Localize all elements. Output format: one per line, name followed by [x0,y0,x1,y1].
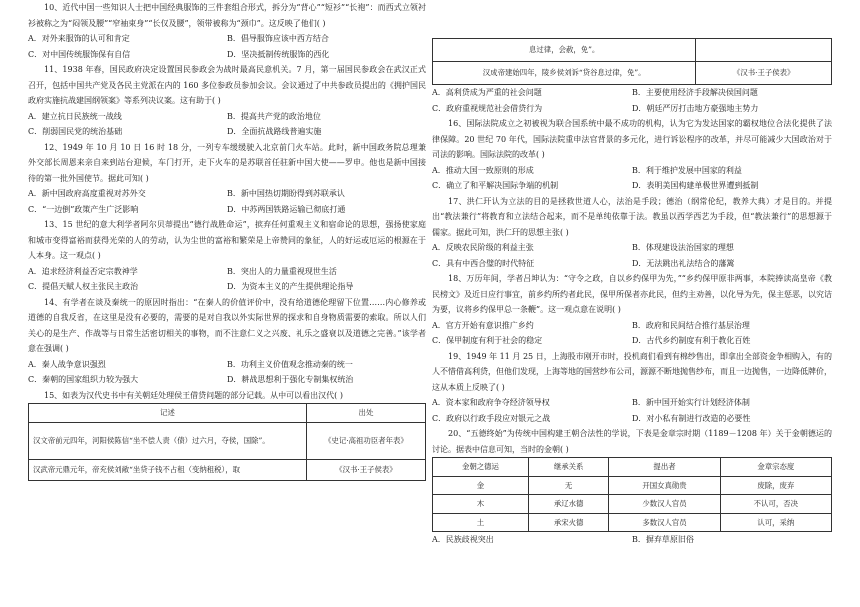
table-header-cell: 金章宗态度 [720,458,831,477]
table-cell: 承辽水德 [528,495,608,514]
question-15-continued [432,38,832,116]
option-a: A．对外来服饰的认可和肯定 [28,34,130,43]
option-d: D．古代乡约制度有利于教化百姓 [632,336,751,345]
options-row [432,395,832,411]
question-12 [28,140,426,218]
option-a: A．追求经济利益否定宗教神学 [28,266,138,276]
option-b: B．利于维护发展中国家的利益 [632,165,742,175]
options-row [432,85,832,101]
table-cell: 不认可，否决 [720,495,831,514]
options-row [432,411,832,427]
table-header-row [29,404,426,423]
table-cell: 木 [433,495,529,514]
option-a: A．新中国政府高度重视对苏外交 [28,189,146,198]
option-d: D．无法跳出礼法结合的藩篱 [632,258,735,268]
loan-records-table-continued [432,38,832,85]
table-cell: 《史记·高祖功臣者年表》 [306,422,425,459]
options-row [28,186,426,202]
options-row [28,279,426,295]
option-b: B．政府和民间结合推行基层治理 [632,320,750,330]
question-stem: 16、国际法院成立之初被视为联合国系统中最不成功的机构，认为它为发达国家的霸权地位合法化提供了法律保障。20 世纪 70 年代，国际法院重申法官背景的多元化，进行诉讼程序的改革，并尽可能减少大国政治对于司法的影响。国际法院的改革( ) [432,119,832,159]
table-row [29,459,426,480]
table-row [433,476,832,495]
options-row [432,101,832,117]
option-b: B．摒弃草原旧俗 [632,535,694,544]
table-row [433,513,832,532]
table-cell: 汉文帝前元四年，河阳侯陈信“坐不偿人责（债）过六月，夺侯，国除”。 [29,422,307,459]
option-d: D．坚决抵制传统服饰的西化 [227,49,330,59]
table-cell: 汉武帝元鼎元年，帝充侯刘敞“坐贷子钱不占租（变纳租税），取 [29,459,307,480]
table-cell: 金 [433,476,529,495]
table-cell: 开国女真勋贵 [609,476,720,495]
option-a: A．官方开始有意识推广乡约 [432,320,534,330]
options-row [28,31,426,47]
table-cell: 多数汉人官员 [609,513,720,532]
left-column [28,0,426,481]
table-cell: 认可，采纳 [720,513,831,532]
question-13 [28,217,426,295]
options-row [432,256,832,272]
question-20 [432,426,832,548]
option-b: B．新中国开始实行计划经济体制 [632,398,750,407]
option-d: D．朝廷严厉打击地方豪强地主势力 [632,103,759,113]
question-stem: 14、有学者在谈及秦统一的原因时指出：“在秦人的价值评价中，没有给道德伦理留下位置……内心修养或道德的自我反省，在这里是没有必要的，需要的是对自我以外实际世界的探求和自身物质需要的索取。所以人们关心的是生产、作战等与日常生活密切相关的事物，而不注意仁义之兴废、礼乐之盛衰以及道德之完善。”该学者意在强调( ) [28,297,426,353]
table-header-cell: 记述 [29,404,307,423]
question-stem: 11、1938 年春，国民政府决定设置国民参政会为战时最高民意机关。7 月，第一届国民参政会在武汉正式召开，包括中国共产党及各民主党派在内的 160 多位参政员参加会议。会议通过了中共参政员提出的《拥护国民政府实施抗战建国纲领案》等系列决议案。这有助于( ) [28,65,426,105]
option-a: A．高利贷成为严重的社会问题 [432,88,542,97]
table-row [433,495,832,514]
option-d: D．中苏两国铁路运输已彻底打通 [227,204,346,214]
loan-records-table [28,403,426,481]
options-row [28,357,426,373]
virtue-cycle-table [432,457,832,532]
table-header-cell: 继承关系 [528,458,608,477]
option-a: A．建立抗日民族统一战线 [28,111,122,121]
options-row [28,202,426,218]
option-a: A．民族歧视突出 [432,535,494,544]
option-d: D．对小私有制进行改造的必要性 [632,413,751,423]
table-cell: 无 [528,476,608,495]
question-18 [432,271,832,349]
options-row [28,264,426,280]
options-row [432,163,832,179]
question-stem: 18、万历年间，学者吕坤认为：“守令之政，自以乡约保甲为先，”“乡约保甲原非两事，本院捧读高皇帝《教民榜文》及近日应行事宜，前乡约所约者此民，保甲所保者亦此民，但约主劝善，以化导为先，保主惩恶，以究诘为要，议将乡约保甲总一条鞭”。这一观点意在说明( ) [432,274,832,314]
options-row [28,47,426,63]
question-stem: 12、1949 年 10 月 10 日 16 时 18 分，一列专车缓缓驶入北京前门火车站。此时，新中国政务院总理兼外交部长周恩来亲自来到站台迎候，车门打开，走下火车的是苏联首任驻新中国大使——罗申。他也是新中国接待的第一批外国使节。据此可知( ) [28,142,426,183]
option-a: A．资本家和政府争夺经济领导权 [432,398,550,407]
question-11 [28,62,426,140]
option-c: C．秦朝的国家组织力较为强大 [28,375,139,384]
options-row [28,372,426,388]
table-cell: 汉成帝建始四年，陵乡侯刘诉“贷谷息过律，免”。 [433,62,696,85]
option-c: C．具有中西合璧的时代特征 [432,258,535,268]
option-c: C．削弱国民党的统治基础 [28,127,123,136]
option-d: D．表明美国构建单极世界遭到抵制 [632,181,759,190]
question-stem: 17、洪仁玕认为立法的目的是拯救世道人心，法治是手段；德治（纲常伦纪，教养大典）才是目的。并提出“教法兼行”将教育和立法结合起来，而不是单纯依靠于法。教虽以西学西艺为手段，但“教法兼行”的思想源于儒家。据此可知，洪仁玕的思想主张( ) [432,196,832,237]
option-c: C．政府以行政手段应对银元之战 [432,413,551,423]
table-cell: 土 [433,513,529,532]
options-row [432,178,832,194]
table-header-cell: 提出者 [609,458,720,477]
table-cell: 息过律，会赦，免”。 [433,39,696,62]
table-header-cell: 金朝之德运 [433,458,529,477]
question-19 [432,349,832,427]
option-c: C．“一边倒”政策产生广泛影响 [28,204,139,214]
option-b: B．突出人的力量重视现世生活 [227,266,337,276]
table-cell: 《汉书·王子侯表》 [696,62,832,85]
option-b: B．提高共产党的政治地位 [227,111,321,121]
question-16 [432,116,832,194]
options-row [28,109,426,125]
options-row [432,240,832,256]
question-10 [28,0,426,62]
question-stem: 13、15 世纪的意大利学者阿尔贝蒂提出“德行战胜命运”，摈弃任何重观主义和宿命论的思想，强扬使家庭和城市变得富裕而获得光荣的人的劳动，认为尘世的富裕和繁荣是上帝赞同的象征，人的好运或厄运的根源在于人本身。这一观点( ) [28,220,426,260]
table-row [433,39,832,62]
table-row [29,422,426,459]
option-c: C．保甲制度有利于社会的稳定 [432,336,543,345]
table-cell [696,39,832,62]
option-b: B．新中国热切期盼得到苏联承认 [227,189,345,198]
question-stem: 20、“五德终始”为传统中国构建王朝合法性的学说，下表是金章宗时期（1189－1208 年）关于金朝德运的讨论。据表中信息可知，当时的金朝( ) [432,429,832,454]
question-15 [28,388,426,481]
table-header-cell: 出处 [306,404,425,423]
table-header-row [433,458,832,477]
option-b: B．体现建设法治国家的理想 [632,243,734,252]
right-column [432,0,832,548]
table-cell: 承宋火德 [528,513,608,532]
option-b: B．功利主义价值观念推动秦的统一 [227,359,353,369]
question-stem: 15、如表为汉代史书中有关朝廷处理侯王借贷问题的部分记载。从中可以看出汉代( ) [44,390,343,400]
option-b: B．倡导服饰应该中西方结合 [227,34,329,43]
option-a: A．反映农民阶级的利益主张 [432,243,534,252]
option-c: C．对中国传统服饰保有自信 [28,49,131,59]
option-d: D．耕战思想利于强化专制集权统治 [227,375,354,384]
option-d: D．全面抗战路线普遍实施 [227,127,322,136]
option-d: D．为资本主义的产生提供理论指导 [227,282,354,291]
table-row [433,62,832,85]
table-cell: 少数汉人官员 [609,495,720,514]
question-17 [432,194,832,272]
option-a: A．秦人战争意识强烈 [28,359,106,369]
options-row [432,333,832,349]
option-a: A．推动大国一致原则的形成 [432,165,534,175]
option-b: B．主要使用经济手段解决侯国问题 [632,88,758,97]
question-stem: 10、近代中国一些知识人士把中国经典服饰的三件套组合形式，拆分为“背心”“短衫”“长袍”：而西式立领衬衫被称之为“闷领及腰”“窄袖束身”“长仅及腰”，领带被称为“颈巾”。这反映了他们( ) [28,3,426,28]
options-row [28,124,426,140]
question-14 [28,295,426,388]
options-row [432,532,832,548]
option-c: C．确立了和平解决国际争端的机制 [432,181,559,190]
option-c: C．政府重视规范社会借贷行为 [432,103,543,113]
options-row [432,318,832,334]
option-c: C．提倡天赋人权主张民主政治 [28,282,139,291]
table-cell: 废除，废弃 [720,476,831,495]
question-stem: 19、1949 年 11 月 25 日，上海股市刚开市时，投机商们看到有棉纱售出，即拿出全部资金争相购入，有的人不惜借高利贷，但他们发现，上海等地的国营纱布公司，源源不断地抛售纱布，而且一边抛售，一边降低牌价，这从本质上反映了( ) [432,351,832,392]
table-cell: 《汉书·王子侯表》 [306,459,425,480]
